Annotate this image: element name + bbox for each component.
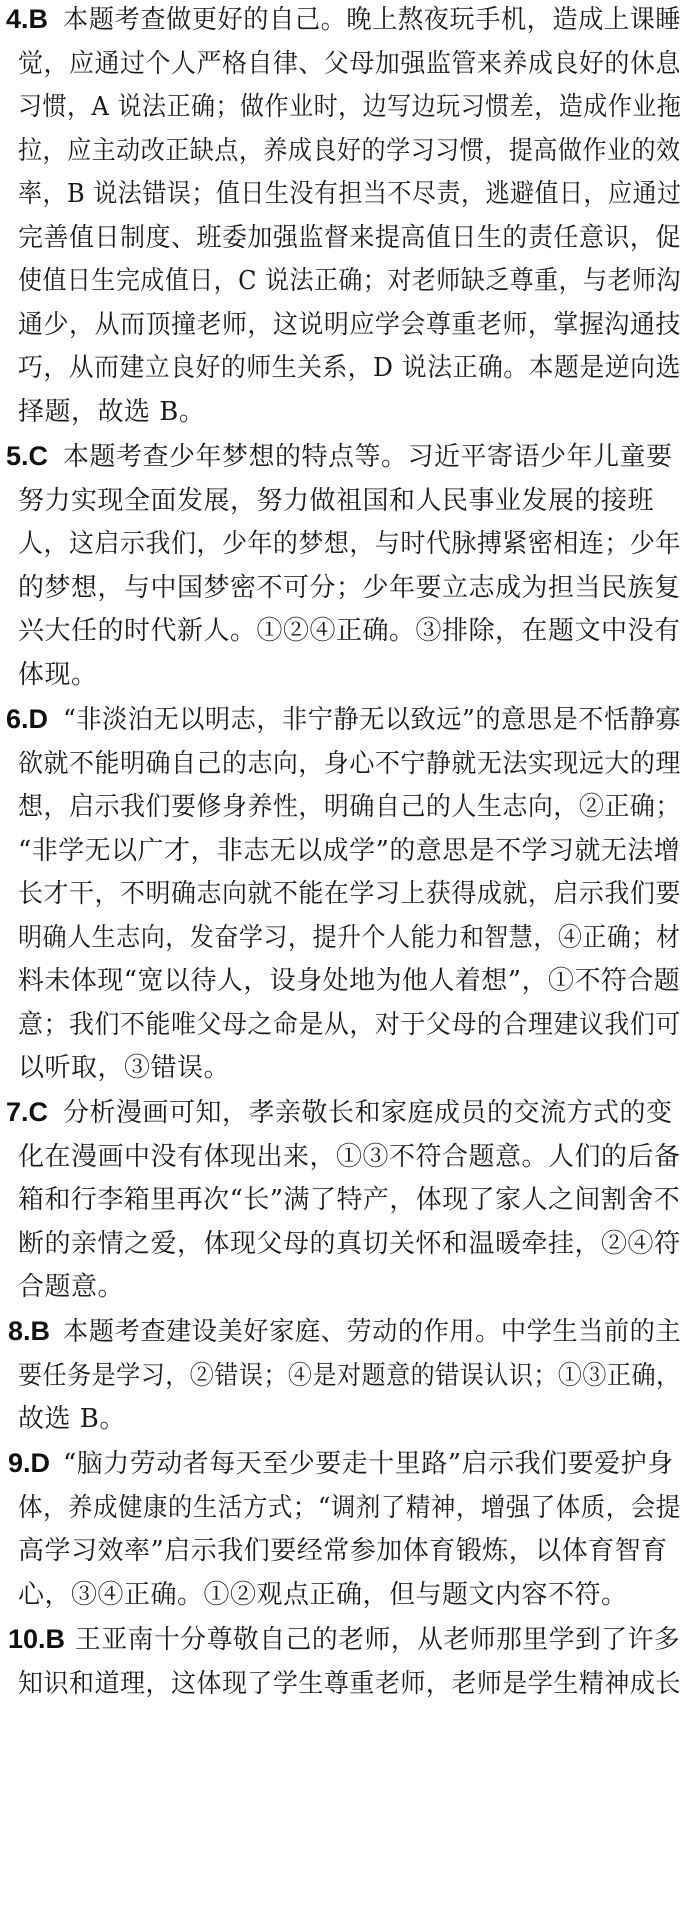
explanation-line: 的梦想，与中国梦密不可分；少年要立志成为担当民族复 [18, 573, 681, 603]
explanation-line: 巧，从而建立良好的师生关系，D 说法正确。本题是逆向选 [18, 353, 681, 383]
explanation-line: “非学无以广才，非志无以成学”的意思是不学习就无法增 [18, 836, 681, 866]
explanation-line: “脑力劳动者每天至少要走十里路”启示我们要爱护身 [63, 1449, 674, 1479]
explanation-line: 通少，从而顶撞老师，这说明应学会尊重老师，掌握沟通技 [18, 310, 681, 340]
explanation-line: 欲就不能明确自己的志向，身心不宁静就无法实现远大的理 [18, 749, 681, 779]
explanation-line: 箱和行李箱里再次“长”满了特产，体现了家人之间割舍不 [18, 1185, 681, 1215]
explanation-line: 分析漫画可知，孝亲敬长和家庭成员的交流方式的变 [63, 1098, 673, 1128]
answer-number: 10.B [8, 1624, 66, 1654]
explanation-line: 努力实现全面发展，努力做祖国和人民事业发展的接班 [18, 486, 655, 516]
answer-number: 9.D [8, 1448, 51, 1478]
explanation-line: 化在漫画中没有体现出来，①③不符合题意。人们的后备 [18, 1142, 681, 1172]
answer-number: 5.C [6, 441, 49, 471]
answer-number: 8.B [8, 1316, 51, 1346]
explanation-line: 拉，应主动改正缺点，养成良好的学习习惯，提高做作业的效 [18, 136, 681, 166]
answer-number: 7.C [6, 1097, 49, 1127]
explanation-line: 本题考查少年梦想的特点等。习近平寄语少年儿童要 [63, 442, 673, 472]
answer-number: 6.D [6, 704, 49, 734]
explanation-line: 知识和道理，这体现了学生尊重老师，老师是学生精神成长 [18, 1669, 681, 1699]
explanation-line: 体，养成健康的生活方式；“调剂了精神，增强了体质，会提 [18, 1493, 681, 1523]
explanation-line: 料未体现“宽以待人，设身处地为他人着想”，①不符合题 [18, 966, 681, 996]
explanation-line: 要任务是学习，②错误；④是对题意的错误认识；①③正确， [18, 1361, 681, 1391]
explanation-line: 本题考查做更好的自己。晚上熬夜玩手机，造成上课睡 [63, 5, 682, 35]
answer-number: 4.B [6, 4, 49, 34]
explanation-line: 人，这启示我们，少年的梦想，与时代脉搏紧密相连；少年 [18, 529, 681, 559]
explanation-line: 心，③④正确。①②观点正确，但与题文内容不符。 [18, 1580, 628, 1610]
explanation-line: 择题，故选 B。 [18, 397, 206, 427]
explanation-line: 长才干，不明确志向就不能在学习上获得成就，启示我们要 [18, 879, 681, 909]
explanation-line: 本题考查建设美好家庭、劳动的作用。中学生当前的主 [63, 1317, 682, 1347]
explanation-line: 断的亲情之爱，体现父母的真切关怀和温暖牵挂，②④符 [18, 1229, 681, 1259]
explanation-line: 故选 B。 [18, 1404, 126, 1434]
explanation-line: 合题意。 [18, 1272, 125, 1302]
explanation-line: 王亚南十分尊敬自己的老师，从老师那里学到了许多 [75, 1625, 681, 1655]
explanation-line: 率，B 说法错误；值日生没有担当不尽责，逃避值日，应通过 [18, 179, 682, 209]
explanation-line: 体现。 [18, 660, 98, 690]
explanation-line: 觉，应通过个人严格自律、父母加强监管来养成良好的休息 [18, 49, 681, 79]
explanation-line: 习惯，A 说法正确；做作业时，边写边玩习惯差，造成作业拖 [18, 92, 682, 122]
explanation-line: 想，启示我们要修身养性，明确自己的人生志向，②正确； [18, 792, 681, 822]
explanation-line: 兴大任的时代新人。①②④正确。③排除，在题文中没有 [18, 616, 681, 646]
explanation-line: “非淡泊无以明志，非宁静无以致远”的意思是不恬静寡 [63, 705, 681, 735]
explanation-line: 高学习效率”启示我们要经常参加体育锻炼，以体育智育 [18, 1536, 668, 1566]
explanation-line: 使值日生完成值日，C 说法正确；对老师缺乏尊重，与老师沟 [18, 266, 681, 296]
explanation-line: 完善值日制度、班委加强监督来提高值日生的责任意识，促 [18, 223, 681, 253]
explanation-line: 以听取，③错误。 [18, 1053, 231, 1083]
explanation-line: 意；我们不能唯父母之命是从，对于父母的合理建议我们可 [18, 1010, 681, 1040]
explanation-line: 明确人生志向，发奋学习，提升个人能力和智慧，④正确；材 [18, 923, 681, 953]
